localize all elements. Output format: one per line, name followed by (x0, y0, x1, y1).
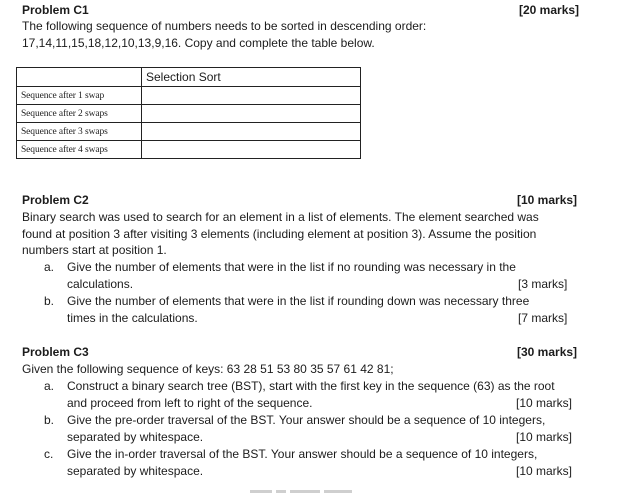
c2-b-line-2: times in the calculations. (67, 311, 198, 325)
c3-a-marks: [10 marks] (516, 396, 573, 410)
table-header-selection-sort: Selection Sort (142, 68, 361, 87)
c3-title: Problem C3 (22, 345, 89, 359)
c3-b-marks: [10 marks] (516, 430, 573, 444)
cut-off-footer-fragment (250, 490, 370, 497)
c3-intro: Given the following sequence of keys: 63 28 51 53 80 35 57 61 42 81; (22, 362, 394, 376)
c2-a-marks: [3 marks] (518, 277, 568, 291)
c2-b-line-1: Give the number of elements that were in the list if rounding down was necessary three (67, 294, 530, 308)
c1-line-2: 17,14,11,15,18,12,10,13,9,16. Copy and complete the table below. (22, 36, 375, 50)
c3-marks: [30 marks] (517, 345, 578, 359)
c2-a-line-2: calculations. (67, 277, 134, 291)
c3-c-line-1: Give the in-order traversal of the BST. Your answer should be a sequence of 10 integers, (67, 447, 538, 461)
c1-marks: [20 marks] (519, 3, 580, 17)
row-label: Sequence after 1 swap (17, 87, 142, 105)
c2-b-label: b. (44, 294, 55, 308)
c1-line-1: The following sequence of numbers needs to be sorted in descending order: (22, 19, 427, 33)
table-row (17, 87, 361, 105)
c3-c-line-2: separated by whitespace. (67, 464, 204, 478)
row-label: Sequence after 4 swaps (17, 141, 142, 159)
c3-b-line-1: Give the pre-order traversal of the BST. Your answer should be a sequence of 10 integers, (67, 413, 546, 427)
c3-a-label: a. (44, 379, 55, 393)
c3-c-marks: [10 marks] (516, 464, 573, 478)
c3-a-line-2: and proceed from left to right of the sequence. (67, 396, 313, 410)
c2-a-line-1: Give the number of elements that were in the list if no rounding was necessary in the (67, 260, 516, 274)
answer-cell (142, 87, 361, 105)
c3-b-line-2: separated by whitespace. (67, 430, 204, 444)
c2-a-label: a. (44, 260, 55, 274)
table-corner-cell (17, 68, 142, 87)
selection-sort-table (16, 67, 361, 159)
c3-b-label: b. (44, 413, 55, 427)
table-row (17, 105, 361, 123)
c2-b-marks: [7 marks] (518, 311, 568, 325)
c3-a-line-1: Construct a binary search tree (BST), start with the first key in the sequence (63) as the root (67, 379, 555, 393)
c2-paragraph-line-2: found at position 3 after visiting 3 elements (including element at position 3). Assume the position (22, 227, 537, 241)
table-row (17, 123, 361, 141)
answer-cell (142, 123, 361, 141)
answer-cell (142, 141, 361, 159)
row-label: Sequence after 3 swaps (17, 123, 142, 141)
c2-marks: [10 marks] (517, 193, 578, 207)
table-header-row (17, 68, 361, 87)
table-row (17, 141, 361, 159)
c1-title: Problem C1 (22, 3, 89, 17)
c3-c-label: c. (44, 447, 54, 461)
c2-paragraph-line-3: numbers start at position 1. (22, 243, 167, 257)
c2-title: Problem C2 (22, 193, 89, 207)
answer-cell (142, 105, 361, 123)
c2-paragraph-line-1: Binary search was used to search for an element in a list of elements. The element searched was (22, 210, 539, 224)
row-label: Sequence after 2 swaps (17, 105, 142, 123)
